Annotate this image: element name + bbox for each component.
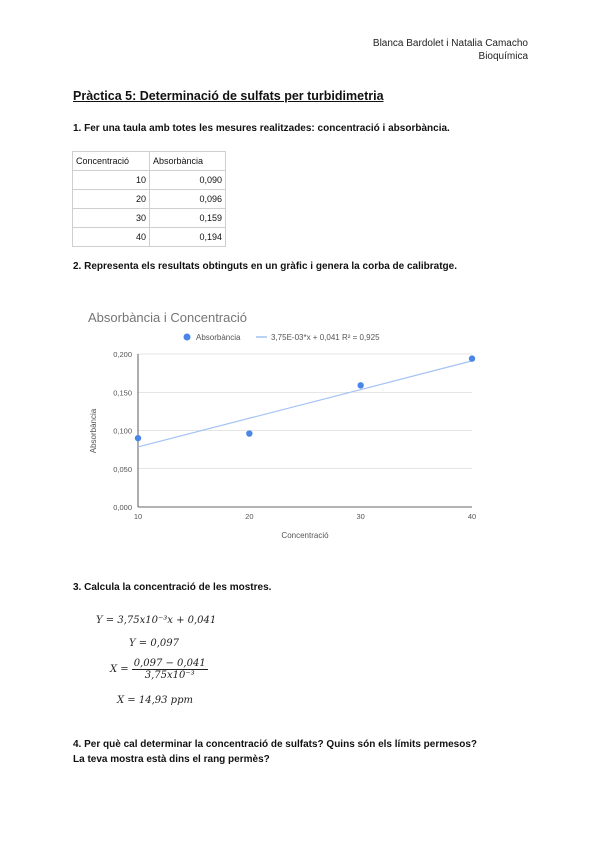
- equation-line-2: Y = 0,097: [129, 638, 179, 649]
- data-point: [135, 435, 141, 441]
- data-point: [357, 382, 363, 388]
- y-tick-label: 0,000: [113, 503, 132, 512]
- question-4-line-2: La teva mostra està dins el rang permès?: [73, 754, 270, 765]
- y-tick-label: 0,200: [113, 350, 132, 359]
- x-tick-label: 30: [356, 512, 365, 521]
- table-header-row: [73, 152, 226, 171]
- cell-absorbance: 0,090: [150, 171, 226, 190]
- cell-concentration: 40: [73, 228, 150, 247]
- fraction: [132, 658, 208, 681]
- chart-title: Absorbància i Concentració: [88, 310, 247, 325]
- question-4-line-1: 4. Per què cal determinar la concentració de sulfats? Quins són els límits permesos?: [73, 739, 478, 750]
- fraction-numerator: 0,097 − 0,041: [133, 658, 206, 669]
- cell-concentration: 20: [73, 190, 150, 209]
- question-1: 1. Fer una taula amb totes les mesures realitzades: concentració i absorbància.: [73, 123, 450, 134]
- chart-legend: [184, 333, 381, 342]
- table-row: [73, 190, 226, 209]
- authors: Blanca Bardolet i Natalia Camacho: [372, 38, 528, 49]
- cell-absorbance: 0,159: [150, 209, 226, 228]
- subject: Bioquímica: [478, 51, 528, 62]
- x-tick-label: 40: [467, 512, 477, 521]
- trendline: [138, 361, 472, 447]
- cell-absorbance: 0,194: [150, 228, 226, 247]
- y-tick-label: 0,050: [113, 464, 132, 474]
- cell-concentration: 10: [73, 171, 150, 190]
- legend-marker-points: [184, 334, 191, 341]
- cell-absorbance: 0,096: [150, 190, 226, 209]
- page-title: Pràctica 5: Determinació de sulfats per turbidimetria: [73, 89, 384, 103]
- table-row: [73, 171, 226, 190]
- question-4: [73, 737, 477, 767]
- legend-label-trend: 3,75E-03*x + 0,041 R² = 0,925: [271, 333, 380, 342]
- question-3: 3. Calcula la concentració de les mostres.: [73, 582, 272, 593]
- fraction-denominator: 3,75x10⁻³: [144, 670, 195, 681]
- author-block: [373, 37, 528, 63]
- equation-line-1: Y = 3,75x10⁻³x + 0,041: [96, 615, 217, 626]
- table-row: [73, 209, 226, 228]
- table-row: [73, 228, 226, 247]
- y-tick-label: 0,150: [113, 388, 132, 398]
- measurements-table: [72, 151, 226, 247]
- question-2: 2. Representa els resultats obtinguts en un gràfic i genera la corba de calibratge.: [73, 261, 458, 272]
- equation-lhs: X =: [110, 664, 129, 675]
- cell-concentration: 30: [73, 209, 150, 228]
- data-point: [246, 430, 252, 436]
- column-header-absorbance: Absorbància: [150, 152, 226, 171]
- y-axis-label: Absorbància: [89, 408, 98, 454]
- equation-line-3: [110, 658, 208, 681]
- calibration-chart: [80, 302, 500, 550]
- y-tick-label: 0,100: [113, 426, 132, 436]
- column-header-concentration: Concentració: [73, 152, 150, 171]
- x-tick-label: 10: [133, 512, 143, 521]
- legend-label-points: Absorbància: [196, 333, 241, 342]
- equation-result: X = 14,93 ppm: [117, 695, 193, 706]
- x-tick-label: 20: [245, 512, 254, 521]
- x-axis-label: Concentració: [281, 531, 329, 540]
- data-point: [469, 355, 475, 361]
